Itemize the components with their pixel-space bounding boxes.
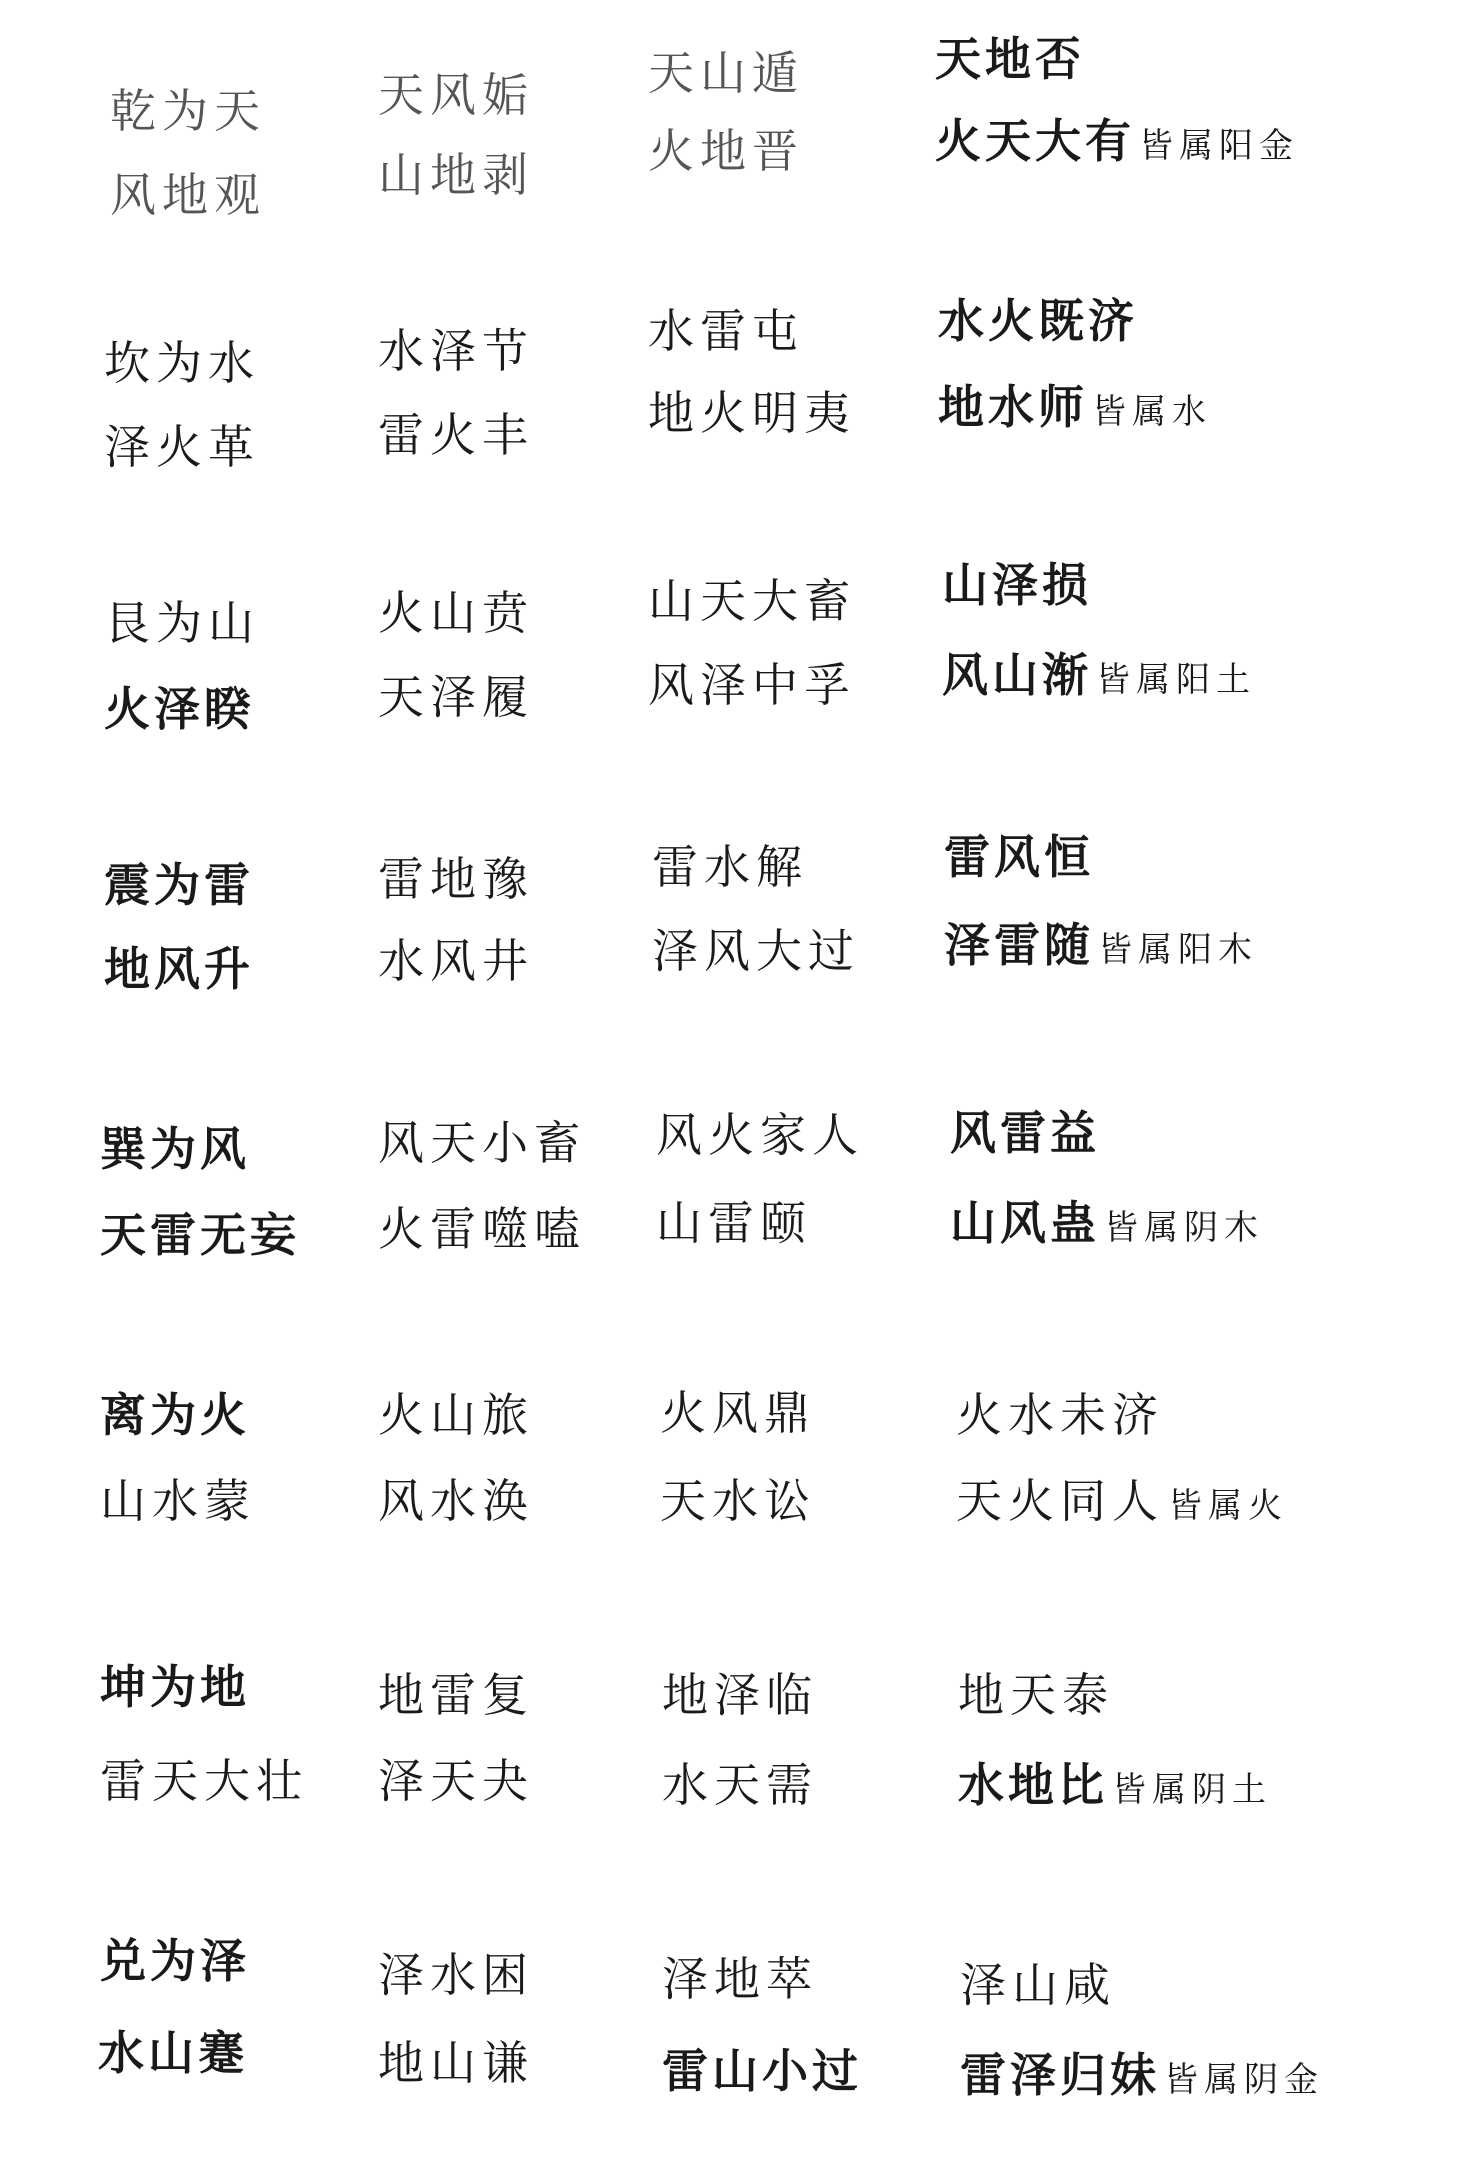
hexagram-cell: 水山蹇 bbox=[98, 2026, 248, 2080]
hexagram-cell-with-note bbox=[960, 2048, 1324, 2102]
hexagram-cell-with-note bbox=[942, 648, 1256, 702]
hexagram-cell: 地天泰 bbox=[958, 1668, 1114, 1722]
hexagram-cell: 风水涣 bbox=[378, 1474, 534, 1528]
hexagram-cell: 山天大畜 bbox=[648, 574, 856, 628]
hexagram-cell: 山地剥 bbox=[378, 148, 534, 202]
hexagram-cell: 风泽中孚 bbox=[648, 658, 856, 712]
hexagram-cell: 风天小畜 bbox=[378, 1116, 586, 1170]
hexagram-cell-with-note bbox=[950, 1196, 1264, 1250]
hexagram-cell: 天山遁 bbox=[648, 46, 804, 100]
hexagram-cell: 天风姤 bbox=[378, 68, 534, 122]
hexagram-cell: 泽火革 bbox=[104, 420, 260, 474]
hexagram-cell: 天地否 bbox=[935, 32, 1085, 86]
hexagram-cell: 风地观 bbox=[110, 168, 266, 222]
hexagram-cell-with-note bbox=[956, 1474, 1288, 1528]
hexagram-cell: 火水未济 bbox=[956, 1388, 1164, 1442]
hexagram-cell: 天水讼 bbox=[660, 1474, 816, 1528]
hexagram-cell: 乾为天 bbox=[110, 84, 266, 138]
hexagram-name: 天火同人 bbox=[956, 1474, 1164, 1528]
hexagram-cell: 地泽临 bbox=[662, 1668, 818, 1722]
hexagram-cell: 水风井 bbox=[378, 934, 534, 988]
element-note: 皆属阳金 bbox=[1139, 126, 1299, 166]
hexagram-cell: 火风鼎 bbox=[660, 1386, 816, 1440]
hexagram-cell: 泽地萃 bbox=[662, 1952, 818, 2006]
hexagram-cell: 风火家人 bbox=[656, 1108, 864, 1162]
hexagram-cell-with-note bbox=[958, 1758, 1272, 1812]
hexagram-cell: 地风升 bbox=[104, 942, 254, 996]
hexagram-cell: 雷风恒 bbox=[944, 830, 1094, 884]
hexagram-cell: 地火明夷 bbox=[648, 386, 856, 440]
hexagram-cell: 泽水困 bbox=[378, 1948, 534, 2002]
element-note: 皆属阳木 bbox=[1098, 930, 1258, 970]
hexagram-cell: 火雷噬嗑 bbox=[378, 1202, 586, 1256]
hexagram-cell-with-note bbox=[938, 380, 1212, 434]
hexagram-cell: 水泽节 bbox=[378, 324, 534, 378]
hexagram-cell-with-note bbox=[944, 918, 1258, 972]
hexagram-cell: 雷火丰 bbox=[378, 408, 534, 462]
hexagram-cell: 坎为水 bbox=[104, 336, 260, 390]
hexagram-cell: 雷山小过 bbox=[662, 2044, 862, 2098]
hexagram-name: 泽雷随 bbox=[944, 918, 1094, 972]
hexagram-cell: 山雷颐 bbox=[656, 1196, 812, 1250]
hexagram-cell: 震为雷 bbox=[104, 858, 254, 912]
hexagram-cell: 水天需 bbox=[662, 1758, 818, 1812]
hexagram-name: 雷泽归妹 bbox=[960, 2048, 1160, 2102]
hexagram-cell: 泽风大过 bbox=[652, 924, 860, 978]
hexagram-cell: 地雷复 bbox=[378, 1668, 534, 1722]
hexagram-cell: 火泽睽 bbox=[104, 682, 254, 736]
hexagram-cell: 火山旅 bbox=[378, 1388, 534, 1442]
hexagram-cell: 坤为地 bbox=[100, 1660, 250, 1714]
hexagram-cell: 地山谦 bbox=[378, 2036, 534, 2090]
element-note: 皆属水 bbox=[1092, 392, 1212, 432]
hexagram-cell: 雷天大壮 bbox=[100, 1754, 308, 1808]
hexagram-name: 水地比 bbox=[958, 1758, 1108, 1812]
hexagram-cell: 离为火 bbox=[100, 1388, 250, 1442]
hexagram-name: 地水师 bbox=[938, 380, 1088, 434]
element-note: 皆属阳土 bbox=[1096, 660, 1256, 700]
hexagram-name: 风山渐 bbox=[942, 648, 1092, 702]
hexagram-cell: 水雷屯 bbox=[648, 304, 804, 358]
hexagram-cell: 水火既济 bbox=[938, 294, 1138, 348]
hexagram-name: 火天大有 bbox=[935, 114, 1135, 168]
element-note: 皆属火 bbox=[1168, 1486, 1288, 1526]
element-note: 皆属阴金 bbox=[1164, 2060, 1324, 2100]
element-note: 皆属阴木 bbox=[1104, 1208, 1264, 1248]
hexagram-cell: 泽天夬 bbox=[378, 1754, 534, 1808]
hexagram-cell: 雷地豫 bbox=[378, 852, 534, 906]
hexagram-cell: 雷水解 bbox=[652, 840, 808, 894]
hexagram-cell: 兑为泽 bbox=[100, 1934, 250, 1988]
hexagram-cell: 火地晋 bbox=[648, 124, 804, 178]
hexagram-cell: 火山贲 bbox=[378, 586, 534, 640]
hexagram-cell: 艮为山 bbox=[104, 596, 260, 650]
element-note: 皆属阴土 bbox=[1112, 1770, 1272, 1810]
hexagram-cell: 山泽损 bbox=[942, 558, 1092, 612]
hexagram-name: 山风蛊 bbox=[950, 1196, 1100, 1250]
hexagram-cell: 天泽履 bbox=[378, 670, 534, 724]
hexagram-cell: 天雷无妄 bbox=[100, 1208, 300, 1262]
hexagram-cell: 泽山咸 bbox=[960, 1958, 1116, 2012]
hexagram-cell: 巽为风 bbox=[100, 1122, 250, 1176]
hexagram-cell: 风雷益 bbox=[950, 1106, 1100, 1160]
hexagram-cell: 山水蒙 bbox=[100, 1474, 256, 1528]
